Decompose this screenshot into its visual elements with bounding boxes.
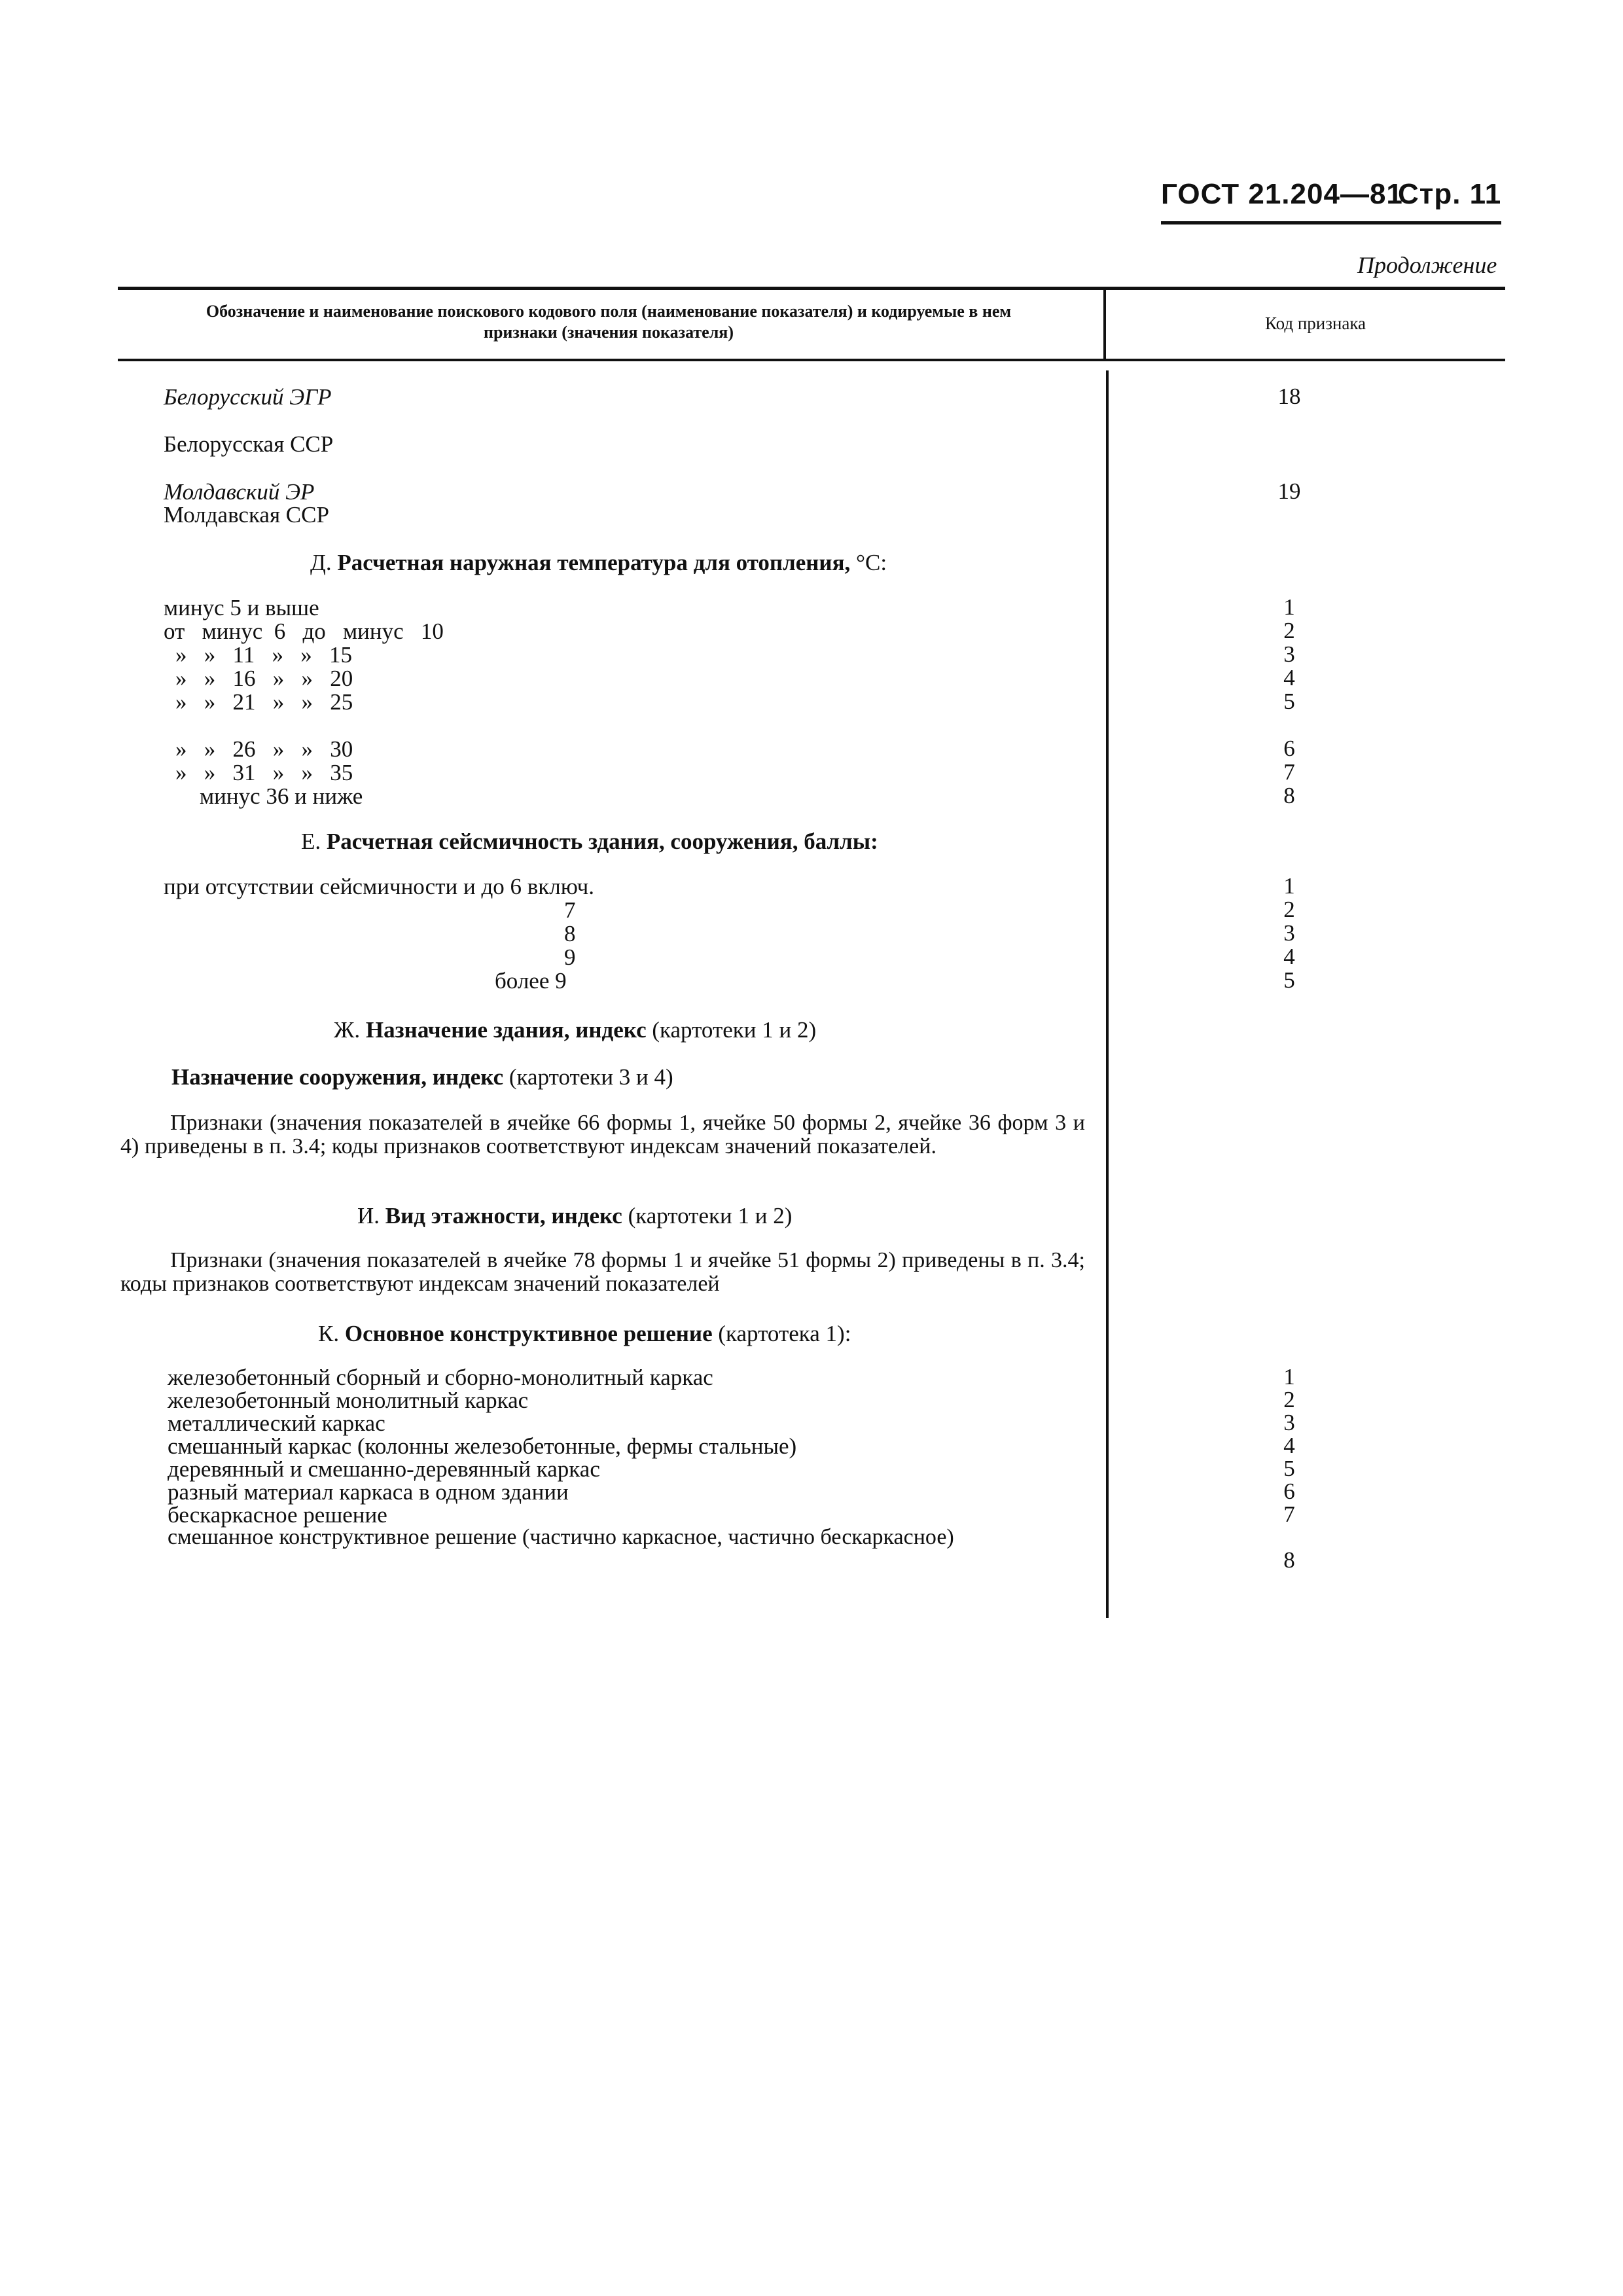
table-header-divider — [1103, 289, 1106, 359]
code-value: 7 — [1283, 1501, 1295, 1527]
section-i-letter: И. — [357, 1203, 380, 1229]
section-k-letter: К. — [318, 1321, 340, 1346]
header-rule — [1161, 221, 1501, 224]
code-value: 7 — [1283, 759, 1295, 785]
list-item: бескаркасное решение — [168, 1502, 387, 1528]
section-zh-letter: Ж. — [334, 1017, 361, 1043]
list-item: деревянный и смешанно-деревянный каркас — [168, 1456, 600, 1482]
code-value: 1 — [1283, 1364, 1295, 1390]
section-i-note: (картотеки 1 и 2) — [628, 1203, 793, 1229]
list-item: железобетонный монолитный каркас — [168, 1388, 529, 1413]
list-item: » » 26 » » 30 — [175, 736, 353, 762]
code-value: 6 — [1283, 736, 1295, 761]
section-e-heading — [301, 829, 878, 855]
standard-number: ГОСТ 21.204—81 — [1161, 178, 1403, 210]
table-header-rule — [118, 359, 1505, 361]
column-header-code: Код признака — [1264, 314, 1366, 333]
section-e-title: Расчетная сейсмичность здания, сооружения, баллы: — [326, 829, 878, 854]
table-column-divider — [1106, 370, 1109, 1618]
region-code: 19 — [1277, 478, 1301, 504]
section-i-title: Вид этажности, индекс — [385, 1203, 622, 1229]
section-d-title: Расчетная наружная температура для отопления, — [337, 550, 851, 575]
republic-name: Белорусская ССР — [164, 431, 334, 457]
section-d-heading — [310, 550, 887, 576]
section-zh-heading — [334, 1017, 816, 1043]
region-name: Белорусский ЭГР — [164, 384, 332, 410]
code-value: 1 — [1283, 594, 1295, 620]
table-top-rule — [118, 287, 1505, 290]
list-item: от минус 6 до минус 10 — [164, 619, 444, 644]
list-item: » » 16 » » 20 — [175, 666, 353, 691]
list-item: смешанный каркас (колонны железобетонные, фермы стальные) — [168, 1433, 797, 1459]
code-value: 2 — [1283, 1387, 1295, 1412]
list-item: » » 31 » » 35 — [175, 760, 353, 785]
list-item: разный материал каркаса в одном здании — [168, 1479, 569, 1505]
code-value: 8 — [1283, 1547, 1295, 1573]
code-value: 2 — [1283, 618, 1295, 643]
code-value: 4 — [1283, 1433, 1295, 1458]
section-zh-subnote: (картотеки 3 и 4) — [508, 1064, 673, 1090]
section-i-paragraph — [120, 1249, 1085, 1296]
section-zh-subheading — [171, 1064, 673, 1090]
list-item — [120, 1526, 1085, 1549]
page-number: Стр. 11 — [1398, 178, 1502, 210]
list-item: 7 — [564, 897, 576, 923]
list-item: более 9 — [495, 968, 567, 994]
code-value: 8 — [1283, 783, 1295, 808]
code-value: 2 — [1283, 897, 1295, 922]
section-zh-paragraph — [120, 1111, 1085, 1158]
list-item: при отсутствии сейсмичности и до 6 включ. — [164, 874, 594, 899]
code-value: 5 — [1283, 689, 1295, 714]
column-header-description: Обозначение и наименование поискового кодового поля (наименование показателя) и кодируемые в нем признаки (значения показателя) — [205, 302, 1012, 342]
code-value: 4 — [1283, 665, 1295, 691]
section-zh-paragraph-text: Признаки (значения показателей в ячейке 66 формы 1, ячейке 50 формы 2, ячейке 36 форм 3 и 4) приведены в п. 3.4; коды признаков соответствуют индексам значений показателей. — [120, 1111, 1085, 1158]
code-value: 3 — [1283, 1410, 1295, 1435]
section-zh-note: (картотеки 1 и 2) — [652, 1017, 817, 1043]
section-k-title: Основное конструктивное решение — [344, 1321, 713, 1346]
list-item-text: смешанное конструктивное решение (частично каркасное, частично бескаркасное) — [168, 1525, 954, 1549]
section-k-note: (картотека 1): — [718, 1321, 851, 1346]
section-e-letter: Е. — [301, 829, 321, 854]
region-code: 18 — [1277, 384, 1301, 409]
continuation-label: Продолжение — [1357, 252, 1497, 278]
section-d-unit: °С: — [856, 550, 887, 575]
code-value: 4 — [1283, 944, 1295, 969]
section-k-heading — [318, 1321, 851, 1347]
list-item: 9 — [564, 944, 576, 970]
list-item: » » 11 » » 15 — [175, 642, 352, 668]
section-i-paragraph-text: Признаки (значения показателей в ячейке 78 формы 1 и ячейке 51 формы 2) приведены в п. 3.4; коды признаков соответствуют индексам значений показателей — [120, 1248, 1085, 1296]
region-name: Молдавский ЭР — [164, 479, 315, 505]
list-item: минус 5 и выше — [164, 595, 319, 620]
list-item: железобетонный сборный и сборно-монолитный каркас — [168, 1365, 713, 1390]
code-value: 3 — [1283, 641, 1295, 667]
republic-name: Молдавская ССР — [164, 502, 329, 528]
code-value: 5 — [1283, 967, 1295, 993]
list-item: металлический каркас — [168, 1410, 385, 1436]
section-d-letter: Д. — [310, 550, 332, 575]
code-value: 5 — [1283, 1456, 1295, 1481]
section-zh-title: Назначение здания, индекс — [365, 1017, 647, 1043]
list-item: » » 21 » » 25 — [175, 689, 353, 715]
list-item: минус 36 и ниже — [200, 783, 363, 809]
section-zh-subtitle: Назначение сооружения, индекс — [171, 1064, 504, 1090]
code-value: 3 — [1283, 920, 1295, 946]
section-i-heading — [357, 1203, 792, 1229]
list-item: 8 — [564, 921, 576, 946]
code-value: 1 — [1283, 873, 1295, 899]
code-value: 6 — [1283, 1479, 1295, 1504]
